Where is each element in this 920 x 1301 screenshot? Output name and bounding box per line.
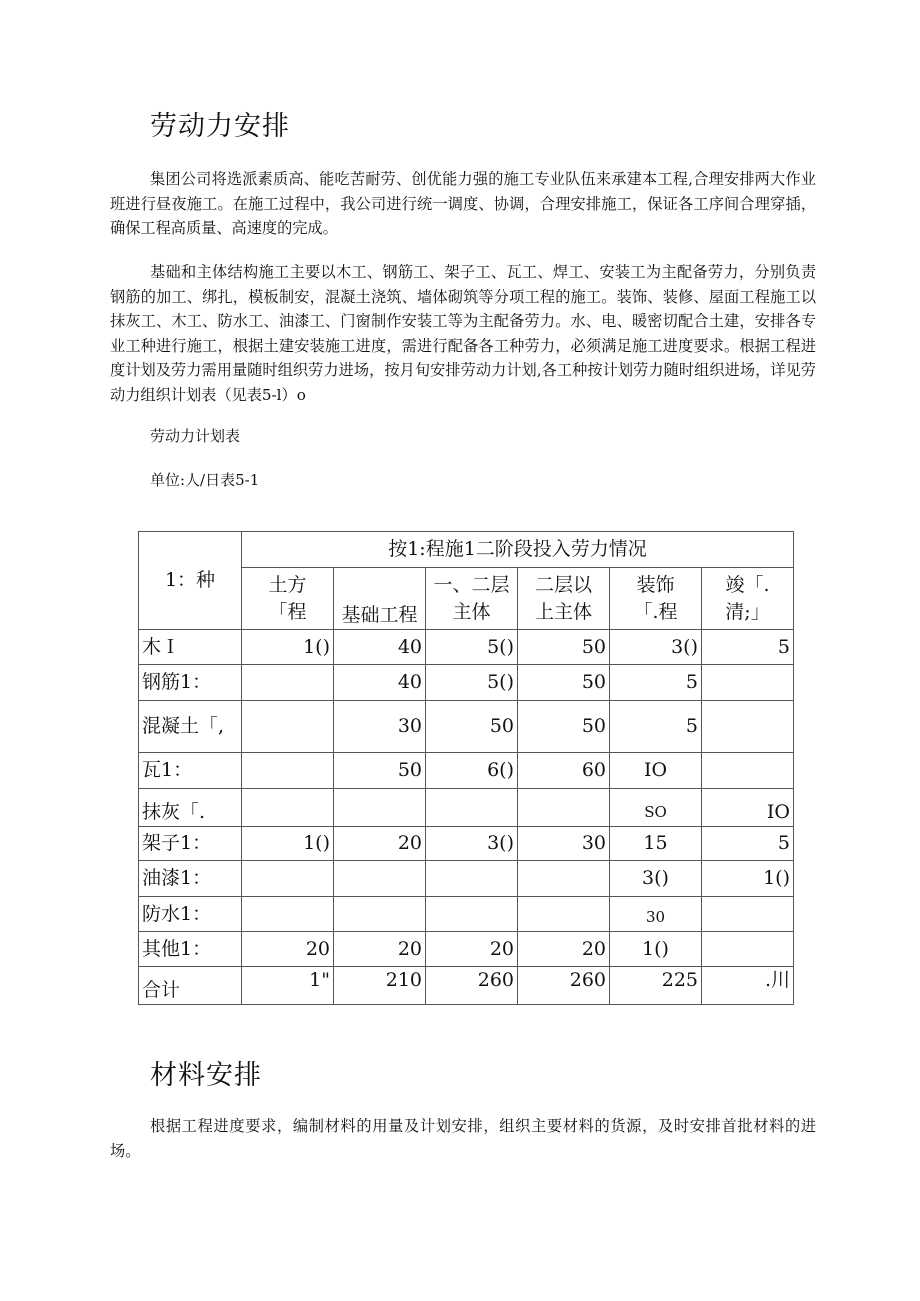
table-cell: 30 bbox=[518, 827, 610, 861]
table-cell: 5 bbox=[702, 827, 794, 861]
table-cell: 6() bbox=[426, 753, 518, 789]
table-cell: 1" bbox=[242, 967, 334, 1005]
table-cell: 5() bbox=[426, 665, 518, 701]
table-cell: IO bbox=[610, 753, 702, 789]
table-cell: .川 bbox=[702, 967, 794, 1005]
table-cell: 5 bbox=[702, 630, 794, 665]
table-cell bbox=[242, 753, 334, 789]
table-cell: 30 bbox=[610, 897, 702, 932]
section-title-labor: 劳动力安排 bbox=[150, 111, 290, 142]
row-label: 其他1： bbox=[139, 932, 242, 967]
table-caption: 劳动力计划表 bbox=[150, 427, 241, 445]
table-cell: 260 bbox=[426, 967, 518, 1005]
table-row bbox=[139, 827, 794, 861]
column-header: 装饰 「.程 bbox=[610, 568, 702, 630]
table-cell bbox=[242, 701, 334, 753]
table-row bbox=[139, 753, 794, 789]
row-label: 油漆1： bbox=[139, 861, 242, 897]
row-label: 钢筋1： bbox=[139, 665, 242, 701]
table-cell: 50 bbox=[518, 701, 610, 753]
table-cell: 40 bbox=[334, 630, 426, 665]
column-header: 一、二层 主体 bbox=[426, 568, 518, 630]
table-row bbox=[139, 932, 794, 967]
table-cell bbox=[242, 665, 334, 701]
table-cell: 5() bbox=[426, 630, 518, 665]
table-cell: 3() bbox=[610, 861, 702, 897]
table-corner-header: 1：种 bbox=[139, 532, 242, 630]
table-cell: 260 bbox=[518, 967, 610, 1005]
table-cell: 40 bbox=[334, 665, 426, 701]
paragraph-labor-details: 基础和主体结构施工主要以木工、钢筋工、架子工、瓦工、焊工、安装工为主配备劳力，分别负责钢筋的加工、绑扎，模板制安，混凝土浇筑、墙体砌筑等分项工程的施工。装饰、装修、屋面工程施工以抹灰工、木工、防水工、油漆工、门窗制作安装工等为主配备劳力。水、电、暖密切配合土建，安排各专业工种进行施工，根据土建安装施工进度，需进行配备各工种劳力，必须满足施工进度要求。根据工程进度计划及劳力需用量随时组织劳力进场，按月旬安排劳动力计划,各工种按计划劳力随时组织进场，详见劳动力组织计划表（见表5-l）o bbox=[110, 263, 816, 404]
table-cell: 50 bbox=[426, 701, 518, 753]
table-row bbox=[139, 897, 794, 932]
row-label: 瓦1： bbox=[139, 753, 242, 789]
table-row bbox=[139, 789, 794, 827]
table-cell: 1() bbox=[702, 861, 794, 897]
column-header: 土方 「程 bbox=[242, 568, 334, 630]
row-label: 木Ｉ bbox=[139, 630, 242, 665]
row-label: 合计 bbox=[139, 967, 242, 1005]
column-header: 二层以上主体 bbox=[518, 568, 610, 630]
table-cell bbox=[334, 861, 426, 897]
table-cell: 20 bbox=[426, 932, 518, 967]
table-cell: 15 bbox=[610, 827, 702, 861]
table-cell: 20 bbox=[518, 932, 610, 967]
table-cell bbox=[426, 897, 518, 932]
column-header: 基础工程 bbox=[334, 568, 426, 630]
table-cell: 50 bbox=[518, 665, 610, 701]
table-cell bbox=[426, 861, 518, 897]
column-header: 竣「. 清;」 bbox=[702, 568, 794, 630]
table-cell: 225 bbox=[610, 967, 702, 1005]
table-cell: 20 bbox=[242, 932, 334, 967]
table-cell: 60 bbox=[518, 753, 610, 789]
table-cell: 3() bbox=[426, 827, 518, 861]
table-cell bbox=[702, 753, 794, 789]
table-cell bbox=[702, 665, 794, 701]
table-cell: SO bbox=[610, 789, 702, 827]
table-cell: 50 bbox=[334, 753, 426, 789]
row-label: 混凝土「, bbox=[139, 701, 242, 753]
table-cell: 1() bbox=[610, 932, 702, 967]
table-row-total bbox=[139, 967, 794, 1005]
table-cell bbox=[702, 932, 794, 967]
table-cell bbox=[334, 789, 426, 827]
table-cell bbox=[242, 789, 334, 827]
table-cell: 210 bbox=[334, 967, 426, 1005]
table-cell bbox=[426, 789, 518, 827]
table-cell: 5 bbox=[610, 701, 702, 753]
table-row bbox=[139, 701, 794, 753]
table-cell bbox=[334, 897, 426, 932]
table-cell bbox=[242, 897, 334, 932]
table-cell: 1() bbox=[242, 827, 334, 861]
table-cell bbox=[242, 861, 334, 897]
row-label: 防水1： bbox=[139, 897, 242, 932]
table-row bbox=[139, 665, 794, 701]
labor-plan-table bbox=[138, 531, 794, 1005]
table-cell: 50 bbox=[518, 630, 610, 665]
unit-note: 单位:人/日表5-1 bbox=[150, 471, 260, 489]
paragraph-materials: 根据工程进度要求，编制材料的用量及计划安排，组织主要材料的货源，及时安排首批材料的进场。 bbox=[110, 1117, 816, 1160]
table-cell bbox=[702, 701, 794, 753]
section-title-materials: 材料安排 bbox=[150, 1060, 262, 1091]
table-cell: 20 bbox=[334, 932, 426, 967]
table-group-header: 按1:程施1二阶段投入劳力情况 bbox=[242, 532, 794, 568]
table-cell: 1() bbox=[242, 630, 334, 665]
row-label: 抹灰「. bbox=[139, 789, 242, 827]
table-cell: 30 bbox=[334, 701, 426, 753]
row-label: 架子1： bbox=[139, 827, 242, 861]
table-row bbox=[139, 630, 794, 665]
table-cell bbox=[518, 897, 610, 932]
table-cell: 20 bbox=[334, 827, 426, 861]
table-cell bbox=[702, 897, 794, 932]
table-row bbox=[139, 861, 794, 897]
table-cell bbox=[518, 861, 610, 897]
table-cell: IO bbox=[702, 789, 794, 827]
table-cell: 5 bbox=[610, 665, 702, 701]
table-cell bbox=[518, 789, 610, 827]
table-cell: 3() bbox=[610, 630, 702, 665]
paragraph-labor-intro: 集团公司将选派素质高、能吃苦耐劳、创优能力强的施工专业队伍来承建本工程,合理安排两大作业班进行昼夜施工。在施工过程中，我公司进行统一调度、协调，合理安排施工，保证各工序间合理穿插，确保工程高质量、高速度的完成。 bbox=[110, 170, 816, 237]
